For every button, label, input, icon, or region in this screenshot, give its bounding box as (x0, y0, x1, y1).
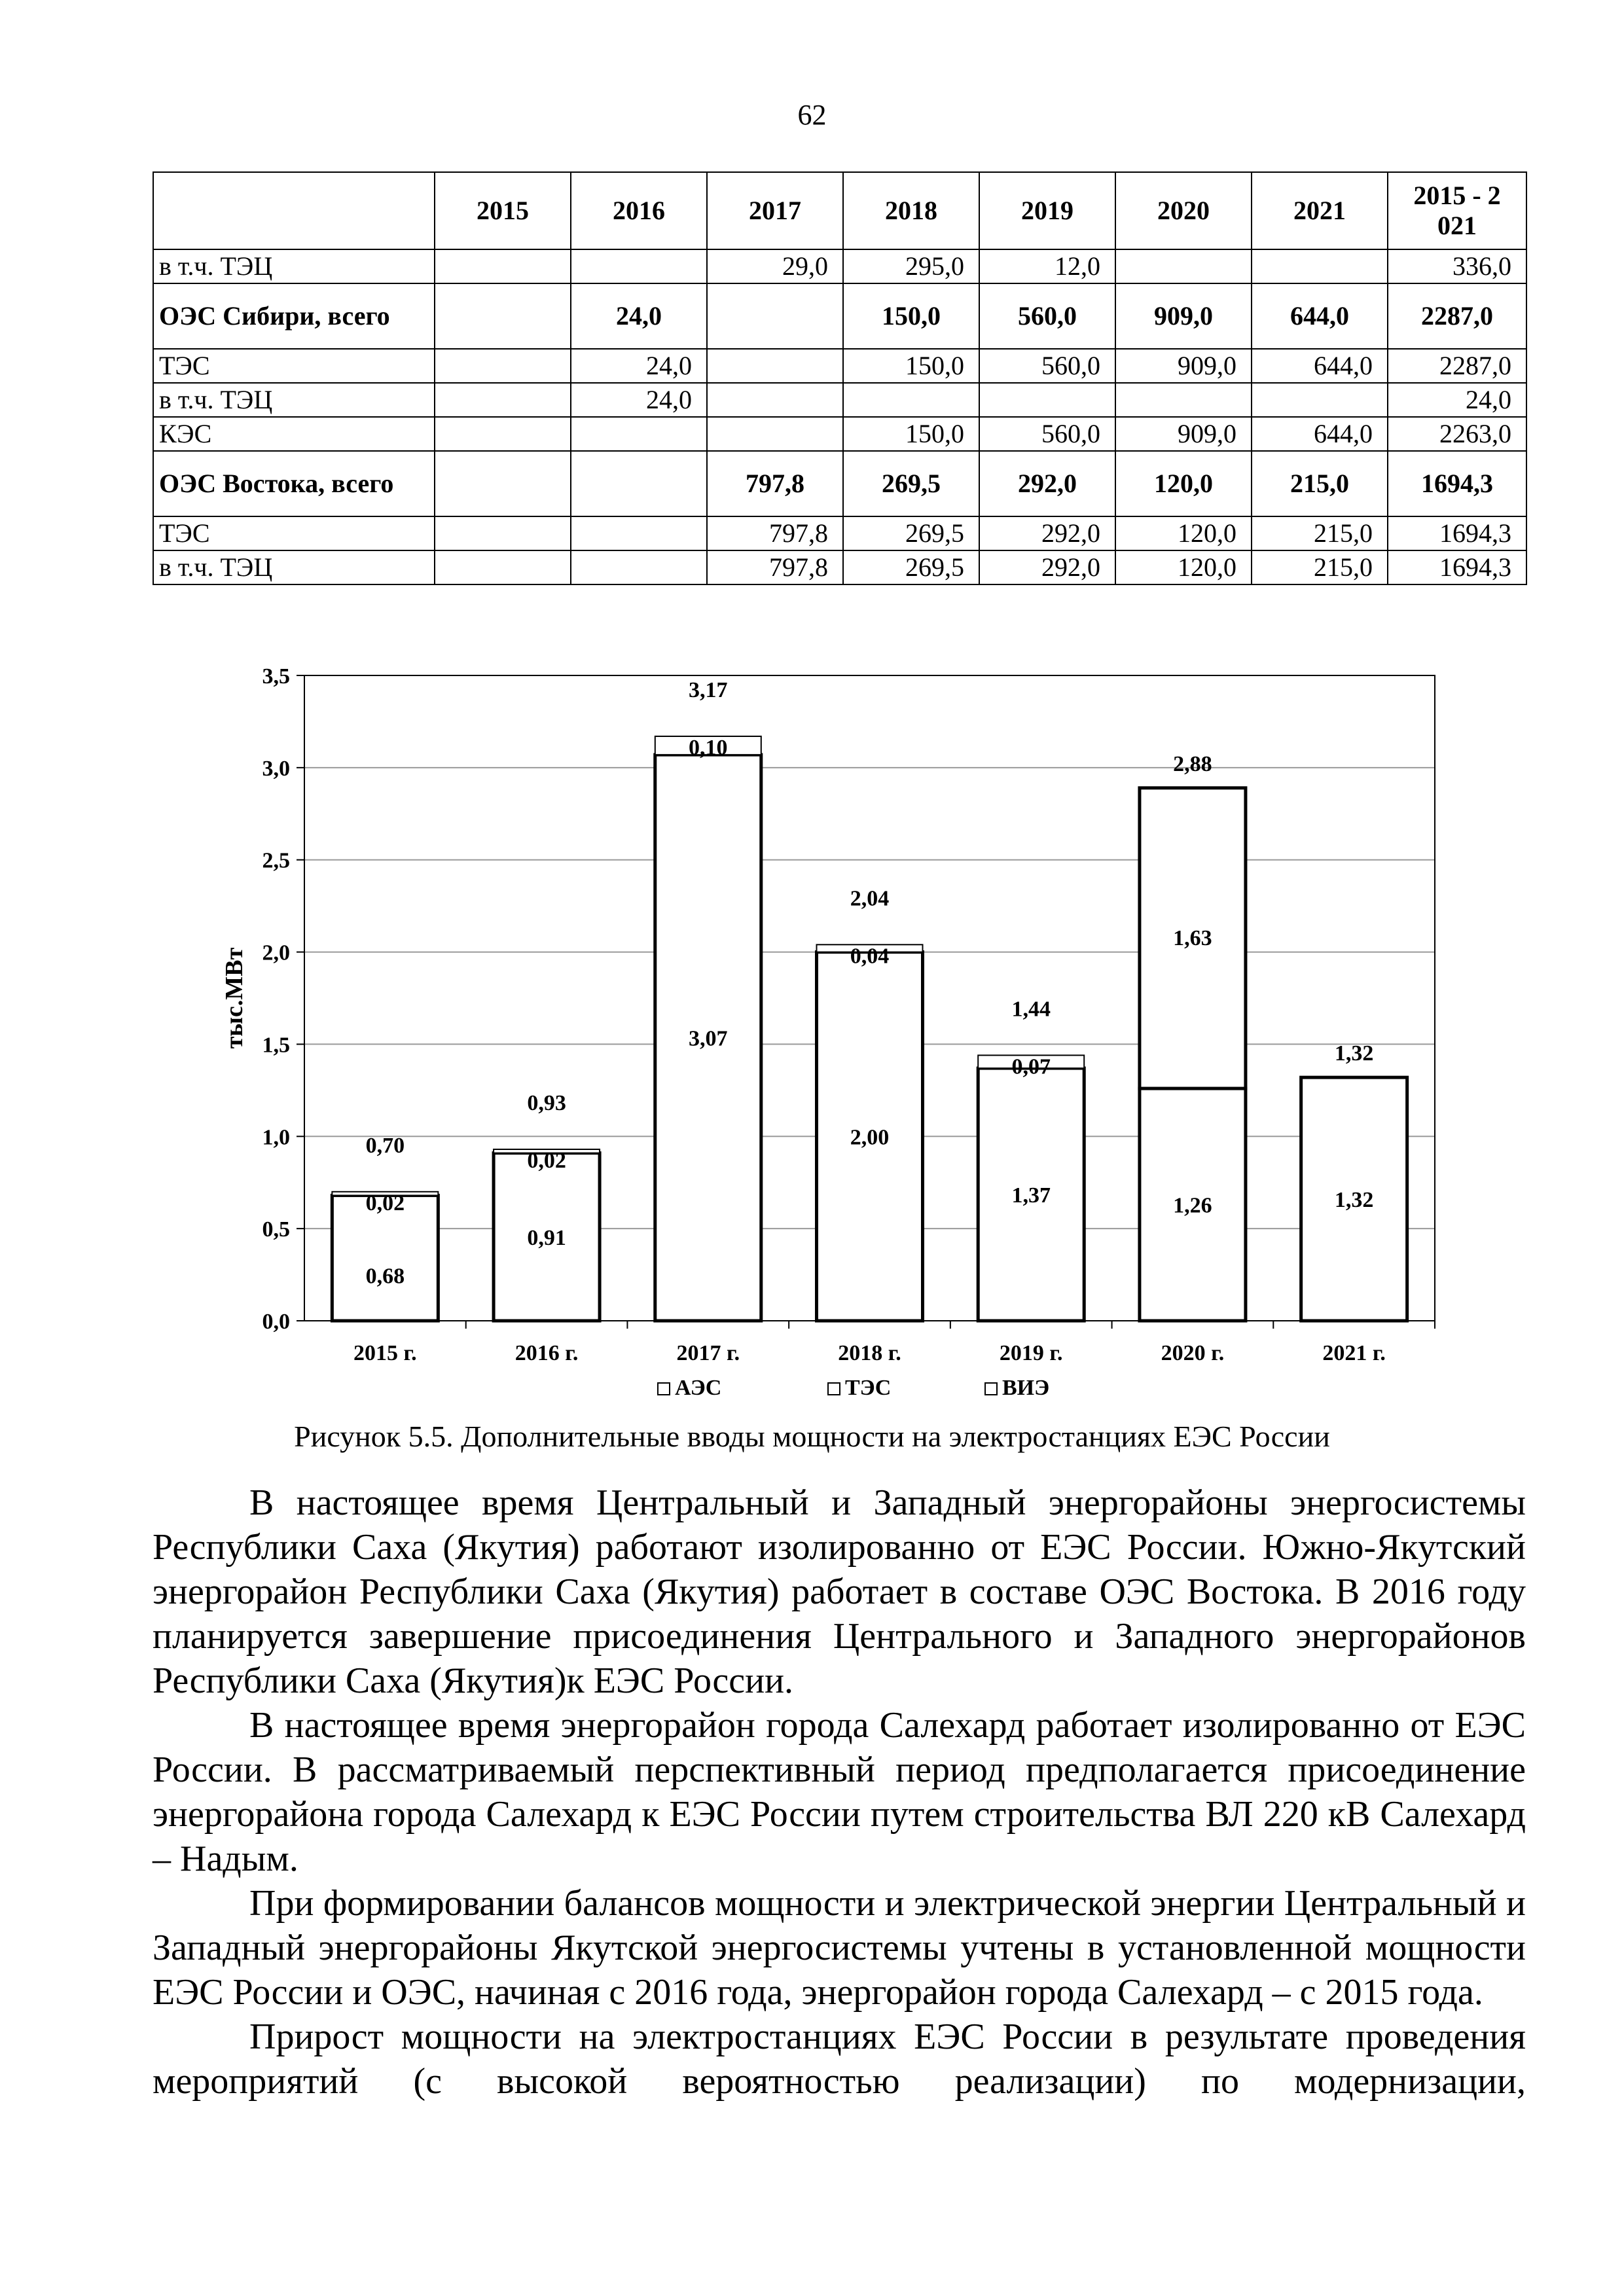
row-label-cell: в т.ч. ТЭЦ (153, 383, 435, 417)
table-cell: 150,0 (843, 349, 979, 383)
table-cell: 269,5 (843, 451, 979, 516)
figure-caption: Рисунок 5.5. Дополнительные вводы мощности на электростанциях ЕЭС России (294, 1420, 1330, 1453)
legend-label: ТЭС (845, 1376, 892, 1400)
table-cell: 215,0 (1252, 550, 1388, 584)
y-tick-label: 0,0 (262, 1310, 290, 1334)
table-cell: 1694,3 (1388, 451, 1526, 516)
table-cell: 215,0 (1252, 451, 1388, 516)
y-tick-label: 3,0 (262, 756, 290, 781)
table-cell: 909,0 (1115, 349, 1252, 383)
table-header-cell: 2020 (1115, 172, 1252, 249)
table-cell: 644,0 (1252, 417, 1388, 451)
table-cell: 560,0 (979, 349, 1115, 383)
vie-label: 0,10 (689, 735, 728, 760)
row-label-cell: ТЭС (153, 516, 435, 550)
table-cell: 644,0 (1252, 349, 1388, 383)
table-cell: 295,0 (843, 249, 979, 283)
table-cell: 24,0 (571, 349, 707, 383)
table-cell: 336,0 (1388, 249, 1526, 283)
table-header-cell: 2015 (435, 172, 571, 249)
x-tick-label: 2016 г. (514, 1341, 579, 1365)
tes-label: 2,00 (850, 1125, 890, 1150)
legend-swatch (828, 1383, 840, 1395)
table-cell: 1694,3 (1388, 516, 1526, 550)
paragraph: В настоящее время Центральный и Западный энергорайоны энергосистемы Республики Саха (Якутия) работают изолированно от ЕЭС России. Южно-Якутский энергорайон Республики Саха (Якутия) работает в составе ОЭС Востока. В 2016 году планируется завершение присоединения Центрального и Западного энергорайонов Республики Саха (Якутия)к ЕЭС России. (153, 1482, 1526, 1701)
table-header-cell: 2017 (707, 172, 843, 249)
page-number: 62 (797, 99, 827, 131)
total-label: 0,70 (365, 1133, 405, 1158)
table-cell: 1694,3 (1388, 550, 1526, 584)
table-header-cell: 2019 (979, 172, 1115, 249)
tes-label: 1,37 (1011, 1183, 1051, 1208)
table-header-cell: 2021 (1252, 172, 1388, 249)
x-tick-label: 2017 г. (676, 1341, 740, 1365)
table-cell: 120,0 (1115, 451, 1252, 516)
y-tick-label: 1,5 (262, 1033, 290, 1058)
paragraph: В настоящее время энергорайон города Салехард работает изолированно от ЕЭС России. В рассматриваемый перспективный период предполагается присоединение энергорайона города Салехард к ЕЭС России путем строительства ВЛ 220 кВ Салехард – Надым. (153, 1705, 1526, 1879)
table-cell: 24,0 (571, 383, 707, 417)
total-label: 3,17 (689, 677, 728, 702)
table-cell: 909,0 (1115, 417, 1252, 451)
vie-label: 0,02 (527, 1149, 566, 1174)
x-tick-label: 2018 г. (838, 1341, 901, 1365)
vie-label: 0,07 (1011, 1054, 1051, 1079)
row-label-cell: ТЭС (153, 349, 435, 383)
tes-label: 0,91 (527, 1225, 566, 1250)
table-header-cell: 2018 (843, 172, 979, 249)
table-cell: 150,0 (843, 417, 979, 451)
table-header-cell: 2015 - 2 021 (1388, 172, 1526, 249)
table-cell: 269,5 (843, 516, 979, 550)
row-label-cell: ОЭС Сибири, всего (153, 283, 435, 349)
total-label: 2,04 (850, 886, 890, 911)
x-tick-label: 2019 г. (999, 1341, 1063, 1365)
y-tick-label: 2,5 (262, 848, 290, 873)
legend-swatch (658, 1383, 670, 1395)
table-cell: 120,0 (1115, 516, 1252, 550)
legend-label: ВИЭ (1002, 1376, 1050, 1400)
tes-label: 0,68 (365, 1264, 405, 1289)
table-cell: 269,5 (843, 550, 979, 584)
y-tick-label: 2,0 (262, 941, 290, 965)
table-cell: 12,0 (979, 249, 1115, 283)
y-axis-label: тыс.МВт (221, 947, 248, 1049)
x-tick-label: 2021 г. (1322, 1341, 1386, 1365)
tes-label: 1,26 (1173, 1193, 1212, 1218)
table-cell: 292,0 (979, 451, 1115, 516)
table-cell: 2287,0 (1388, 283, 1526, 349)
paragraph: Прирост мощности на электростанциях ЕЭС России в результате проведения мероприятий (с высокой вероятностью реализации) по модернизации, (153, 2017, 1526, 2102)
row-label-cell: в т.ч. ТЭЦ (153, 550, 435, 584)
table-cell: 560,0 (979, 417, 1115, 451)
row-label-cell: в т.ч. ТЭЦ (153, 249, 435, 283)
legend-label: АЭС (675, 1376, 722, 1400)
table-cell: 560,0 (979, 283, 1115, 349)
total-label: 1,32 (1334, 1041, 1374, 1066)
y-tick-label: 3,5 (262, 664, 290, 689)
legend-swatch (985, 1383, 997, 1395)
y-tick-label: 1,0 (262, 1125, 290, 1150)
vie-label: 0,02 (365, 1191, 405, 1215)
total-label: 2,88 (1173, 751, 1212, 776)
table-cell: 215,0 (1252, 516, 1388, 550)
table-cell: 150,0 (843, 283, 979, 349)
table-cell: 797,8 (707, 516, 843, 550)
y-tick-label: 0,5 (262, 1217, 290, 1242)
table-cell: 292,0 (979, 516, 1115, 550)
table-cell: 797,8 (707, 451, 843, 516)
row-label-cell: ОЭС Востока, всего (153, 451, 435, 516)
table-cell: 120,0 (1115, 550, 1252, 584)
total-label: 1,44 (1011, 997, 1051, 1022)
table-cell: 29,0 (707, 249, 843, 283)
table-cell: 2263,0 (1388, 417, 1526, 451)
table-cell: 909,0 (1115, 283, 1252, 349)
table-cell: 24,0 (1388, 383, 1526, 417)
row-label-cell: КЭС (153, 417, 435, 451)
aes-label: 1,63 (1173, 925, 1212, 950)
tes-label: 1,32 (1334, 1188, 1374, 1213)
x-tick-label: 2015 г. (353, 1341, 417, 1365)
table-cell: 24,0 (571, 283, 707, 349)
table-cell: 644,0 (1252, 283, 1388, 349)
body-text (153, 1480, 1526, 2104)
table-cell: 292,0 (979, 550, 1115, 584)
table-cell: 797,8 (707, 550, 843, 584)
table-cell: 2287,0 (1388, 349, 1526, 383)
x-tick-label: 2020 г. (1161, 1341, 1225, 1365)
total-label: 0,93 (527, 1091, 566, 1116)
paragraph: При формировании балансов мощности и электрической энергии Центральный и Западный энергорайоны Якутской энергосистемы учтены в установленной мощности ЕЭС России и ОЭС, начиная с 2016 года, энергорайон города Салехард – с 2015 года. (153, 1883, 1526, 2013)
tes-label: 3,07 (689, 1026, 728, 1051)
vie-label: 0,04 (850, 944, 890, 969)
table-header-cell: 2016 (571, 172, 707, 249)
